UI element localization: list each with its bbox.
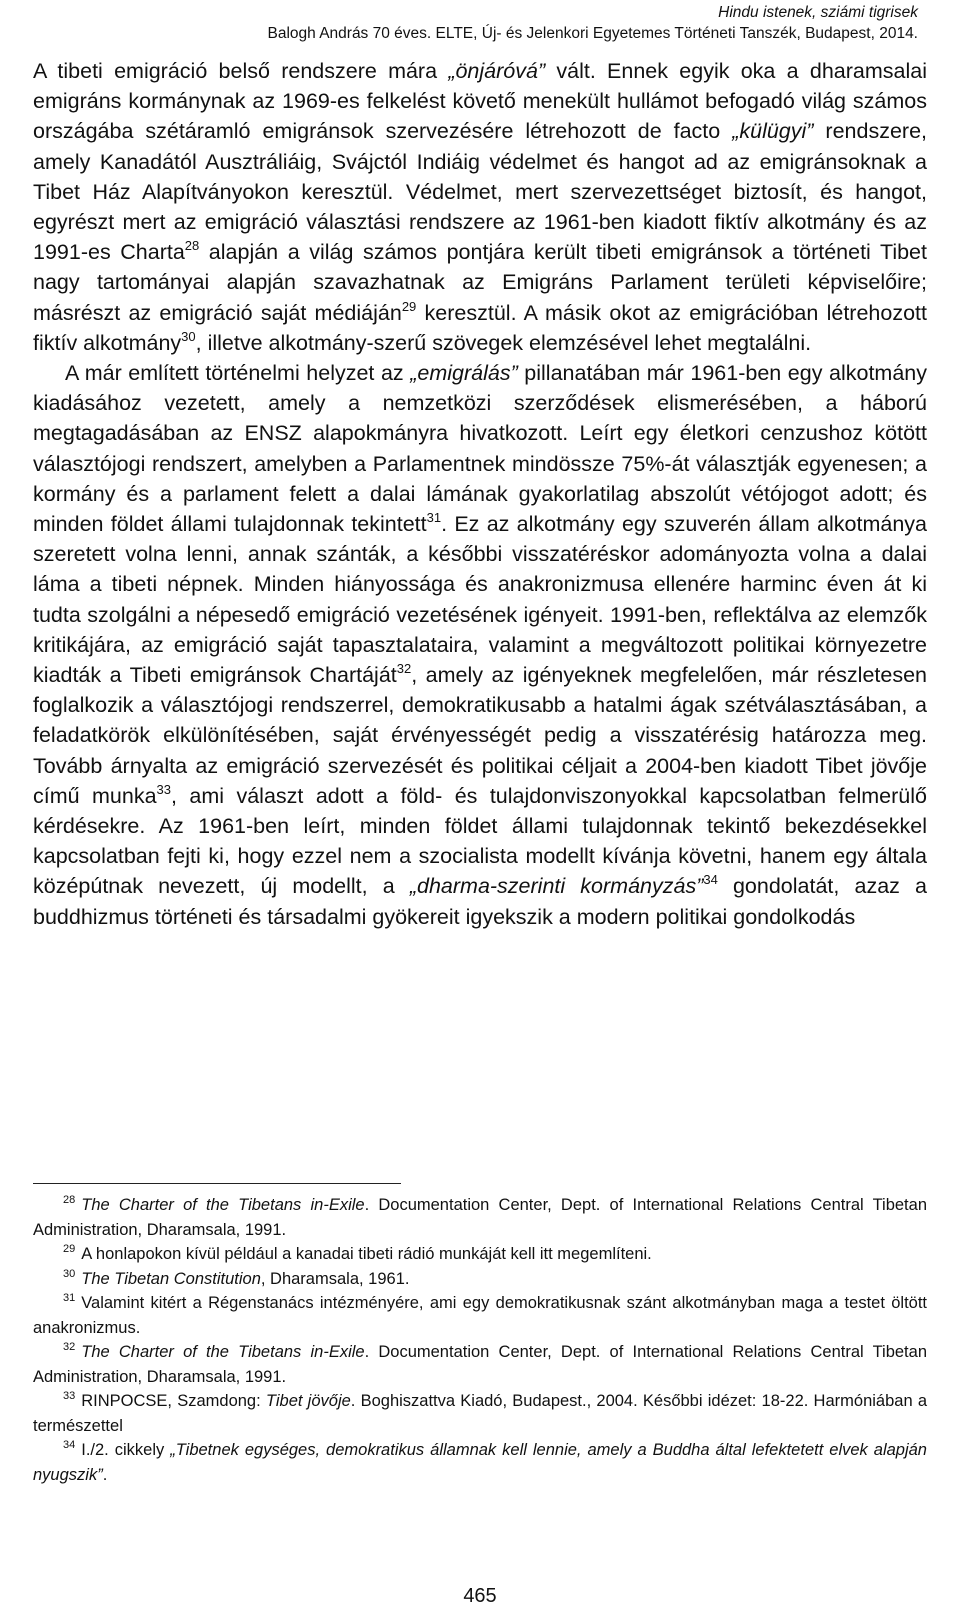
text-run: keresztül. A másik okot az emigrációban létrehozott fiktív alkotmány: [33, 300, 927, 355]
footnote-author: RINPOCSE, Szamdong:: [81, 1392, 266, 1410]
footnote-title: „Tibetnek egységes, demokratikus államnak kell lennie, amely a Buddha által lefektetett elvek alapján nyugszik”: [33, 1441, 927, 1484]
footnote-ref-28[interactable]: 28: [184, 238, 200, 254]
text-run: , amely az igényeknek megfelelően, már részletesen foglalkozik a választójogi rendszerrel, demokratikusabb a hatalmi ágak szétválasztásában, a feladatkörök elkülönítésében, saját érvényességét pedig a visszatérésig határozza meg. Tovább árnyalta az emigráció szervezését és politikai céljait a 2004-ben kiadott Tibet jövője című munka: [33, 663, 927, 808]
text-run: A tibeti emigráció belső rendszere mára: [33, 59, 449, 83]
text-run: vált. Ennek egyik oka a dharamsalai emigráns kormánynak az 1969-es felkelést követő menekült hullámot befogadó világ számos országába szétáramló emigránsok szervezésére létrehozott de facto: [33, 59, 927, 144]
footnote-29: [33, 1242, 927, 1267]
text-run: alapján a világ számos pontjára került tibeti emigránsok a történeti Tibet nagy tartományai alapján szavazhatnak az Emigráns Parlament területi képviselőire; másrészt az emigráció saját médiáján: [33, 240, 927, 325]
footnote-ref-29[interactable]: 29: [401, 298, 417, 314]
footnotes: [33, 1193, 927, 1487]
footnote-number: 32: [63, 1341, 76, 1353]
footnote-text: .: [102, 1465, 108, 1484]
footnote-number: 31: [63, 1292, 76, 1304]
footnote-28: [33, 1193, 927, 1242]
header-subtitle: Balogh András 70 éves. ELTE, Új- és Jelenkori Egyetemes Történeti Tanszék, Budapest, 2014.: [267, 25, 918, 42]
footnote-33: [33, 1389, 927, 1438]
footnote-30: [33, 1267, 927, 1292]
page-number: 465: [463, 1585, 497, 1607]
footnote-title: Tibet jövője: [265, 1392, 351, 1410]
footnote-32: [33, 1340, 927, 1389]
footnote-text: Valamint kitért a Régenstanács intézményére, ami egy demokratikusnak szánt alkotmányban maga a testet öltött anakronizmus.: [33, 1294, 927, 1337]
footnote-number: 29: [63, 1243, 76, 1255]
text-run: pillanatában már 1961-ben egy alkotmány kiadásához vezetett, amely a nemzetközi szerződések elismerésében, a háború megtagadásában az ENSZ alapokmányra hivatkozott. Leírt egy életkori cenzushoz kötött választójogi rendszert, amelyben a Parlamentnek mindössze 75%-át választják egyenesen; a kormány és a parlament felett a dalai lámának gyakorlatilag abszolút vétójogot adott; és minden földet állami tulajdonnak tekintett: [33, 361, 927, 537]
italic-term: „önjáróvá”: [448, 59, 546, 83]
footnote-text: . Documentation Center, Dept. of International Relations Central Tibetan Administration, Dharamsala, 1991.: [33, 1343, 927, 1386]
italic-term: „emigrálás”: [410, 361, 518, 386]
footnote-ref-30[interactable]: 30: [181, 328, 196, 344]
paragraph-1: [33, 56, 927, 358]
footnote-number: 30: [63, 1267, 76, 1280]
footnote-prefix: I./2. cikkely: [81, 1441, 171, 1459]
running-header: [267, 2, 918, 44]
text-run: , ami választ adott a föld- és tulajdonviszonyokkal kapcsolatban felmerülő kérdésekre. Az 1961-ben leírt, minden földet állami tulajdonnak tekintő bekezdésekkel kapcsolatban fejti ki, hogy ezzel nem a szocialista modellt kívánja követni, hanem egy általa középútnak nevezett, új modellt, a: [33, 783, 927, 899]
footnote-text: . Documentation Center, Dept. of International Relations Central Tibetan Administration, Dharamsala, 1991.: [33, 1196, 927, 1239]
footnote-separator: [33, 1183, 401, 1184]
text-run: A már említett történelmi helyzet az: [65, 361, 411, 386]
header-title: Hindu istenek, sziámi tigrisek: [718, 4, 918, 21]
footnote-title: The Charter of the Tibetans in-Exile: [81, 1343, 365, 1361]
main-text: [33, 56, 927, 932]
footnote-ref-31[interactable]: 31: [426, 510, 442, 526]
italic-term: „dharma-szerinti kormányzás”: [409, 874, 704, 899]
footnote-number: 28: [63, 1194, 76, 1206]
footnote-ref-32[interactable]: 32: [396, 661, 412, 677]
footnote-text: . Boghiszattva Kiadó, Budapest., 2004. Későbbi idézet: 18-22. Harmóniában a természettel: [33, 1392, 928, 1435]
italic-term: „külügyi”: [732, 119, 814, 144]
footnote-text: , Dharamsala, 1961.: [260, 1269, 410, 1288]
footnote-text: A honlapokon kívül például a kanadai tibeti rádió munkáját kell itt megemlíteni.: [81, 1245, 652, 1263]
paragraph-2: [33, 358, 927, 932]
footnote-number: 34: [63, 1439, 76, 1451]
footnote-number: 33: [63, 1390, 76, 1402]
footnote-title: The Charter of the Tibetans in-Exile: [81, 1196, 365, 1214]
text-run: , illetve alkotmány-szerű szövegek elemzésével lehet megtalálni.: [195, 330, 812, 355]
footnote-31: [33, 1291, 927, 1340]
text-run: rendszere, amely Kanadától Ausztráliáig, Svájctól Indiáig védelmet és hangot ad az emigránsoknak a Tibet Ház Alapítványokon keresztül. Védelmet, mert szervezettséget biztosít, és hangot, egyrészt mert az emigráció választási rendszere az 1961-ben kiadott fiktív alkotmány és az 1991-es Charta: [33, 119, 927, 265]
footnote-ref-34[interactable]: 34: [703, 872, 718, 888]
text-run: gondolatát, azaz a buddhizmus történeti és társadalmi gyökereit igyekszik a modern politikai gondolkodás: [33, 874, 927, 929]
footnote-34: [33, 1438, 927, 1487]
text-run: . Ez az alkotmány egy szuverén állam alkotmánya szeretett volna lenni, annak szánták, a későbbi visszatéréskor adományozta volna a dalai láma a tibeti népnek. Minden hiányossága és anakronizmusa ellenére harminc éven át ki tudta szolgálni a népesedő emigráció vezetésének igényeit. 1991-ben, reflektálva az elemzők kritikájára, az emigráció saját tapasztalataira, valamint a megváltozott politikai környezetre kiadták a Tibeti emigránsok Chartáját: [33, 512, 927, 688]
footnote-ref-33[interactable]: 33: [156, 781, 172, 797]
footnote-title: The Tibetan Constitution: [81, 1269, 261, 1288]
